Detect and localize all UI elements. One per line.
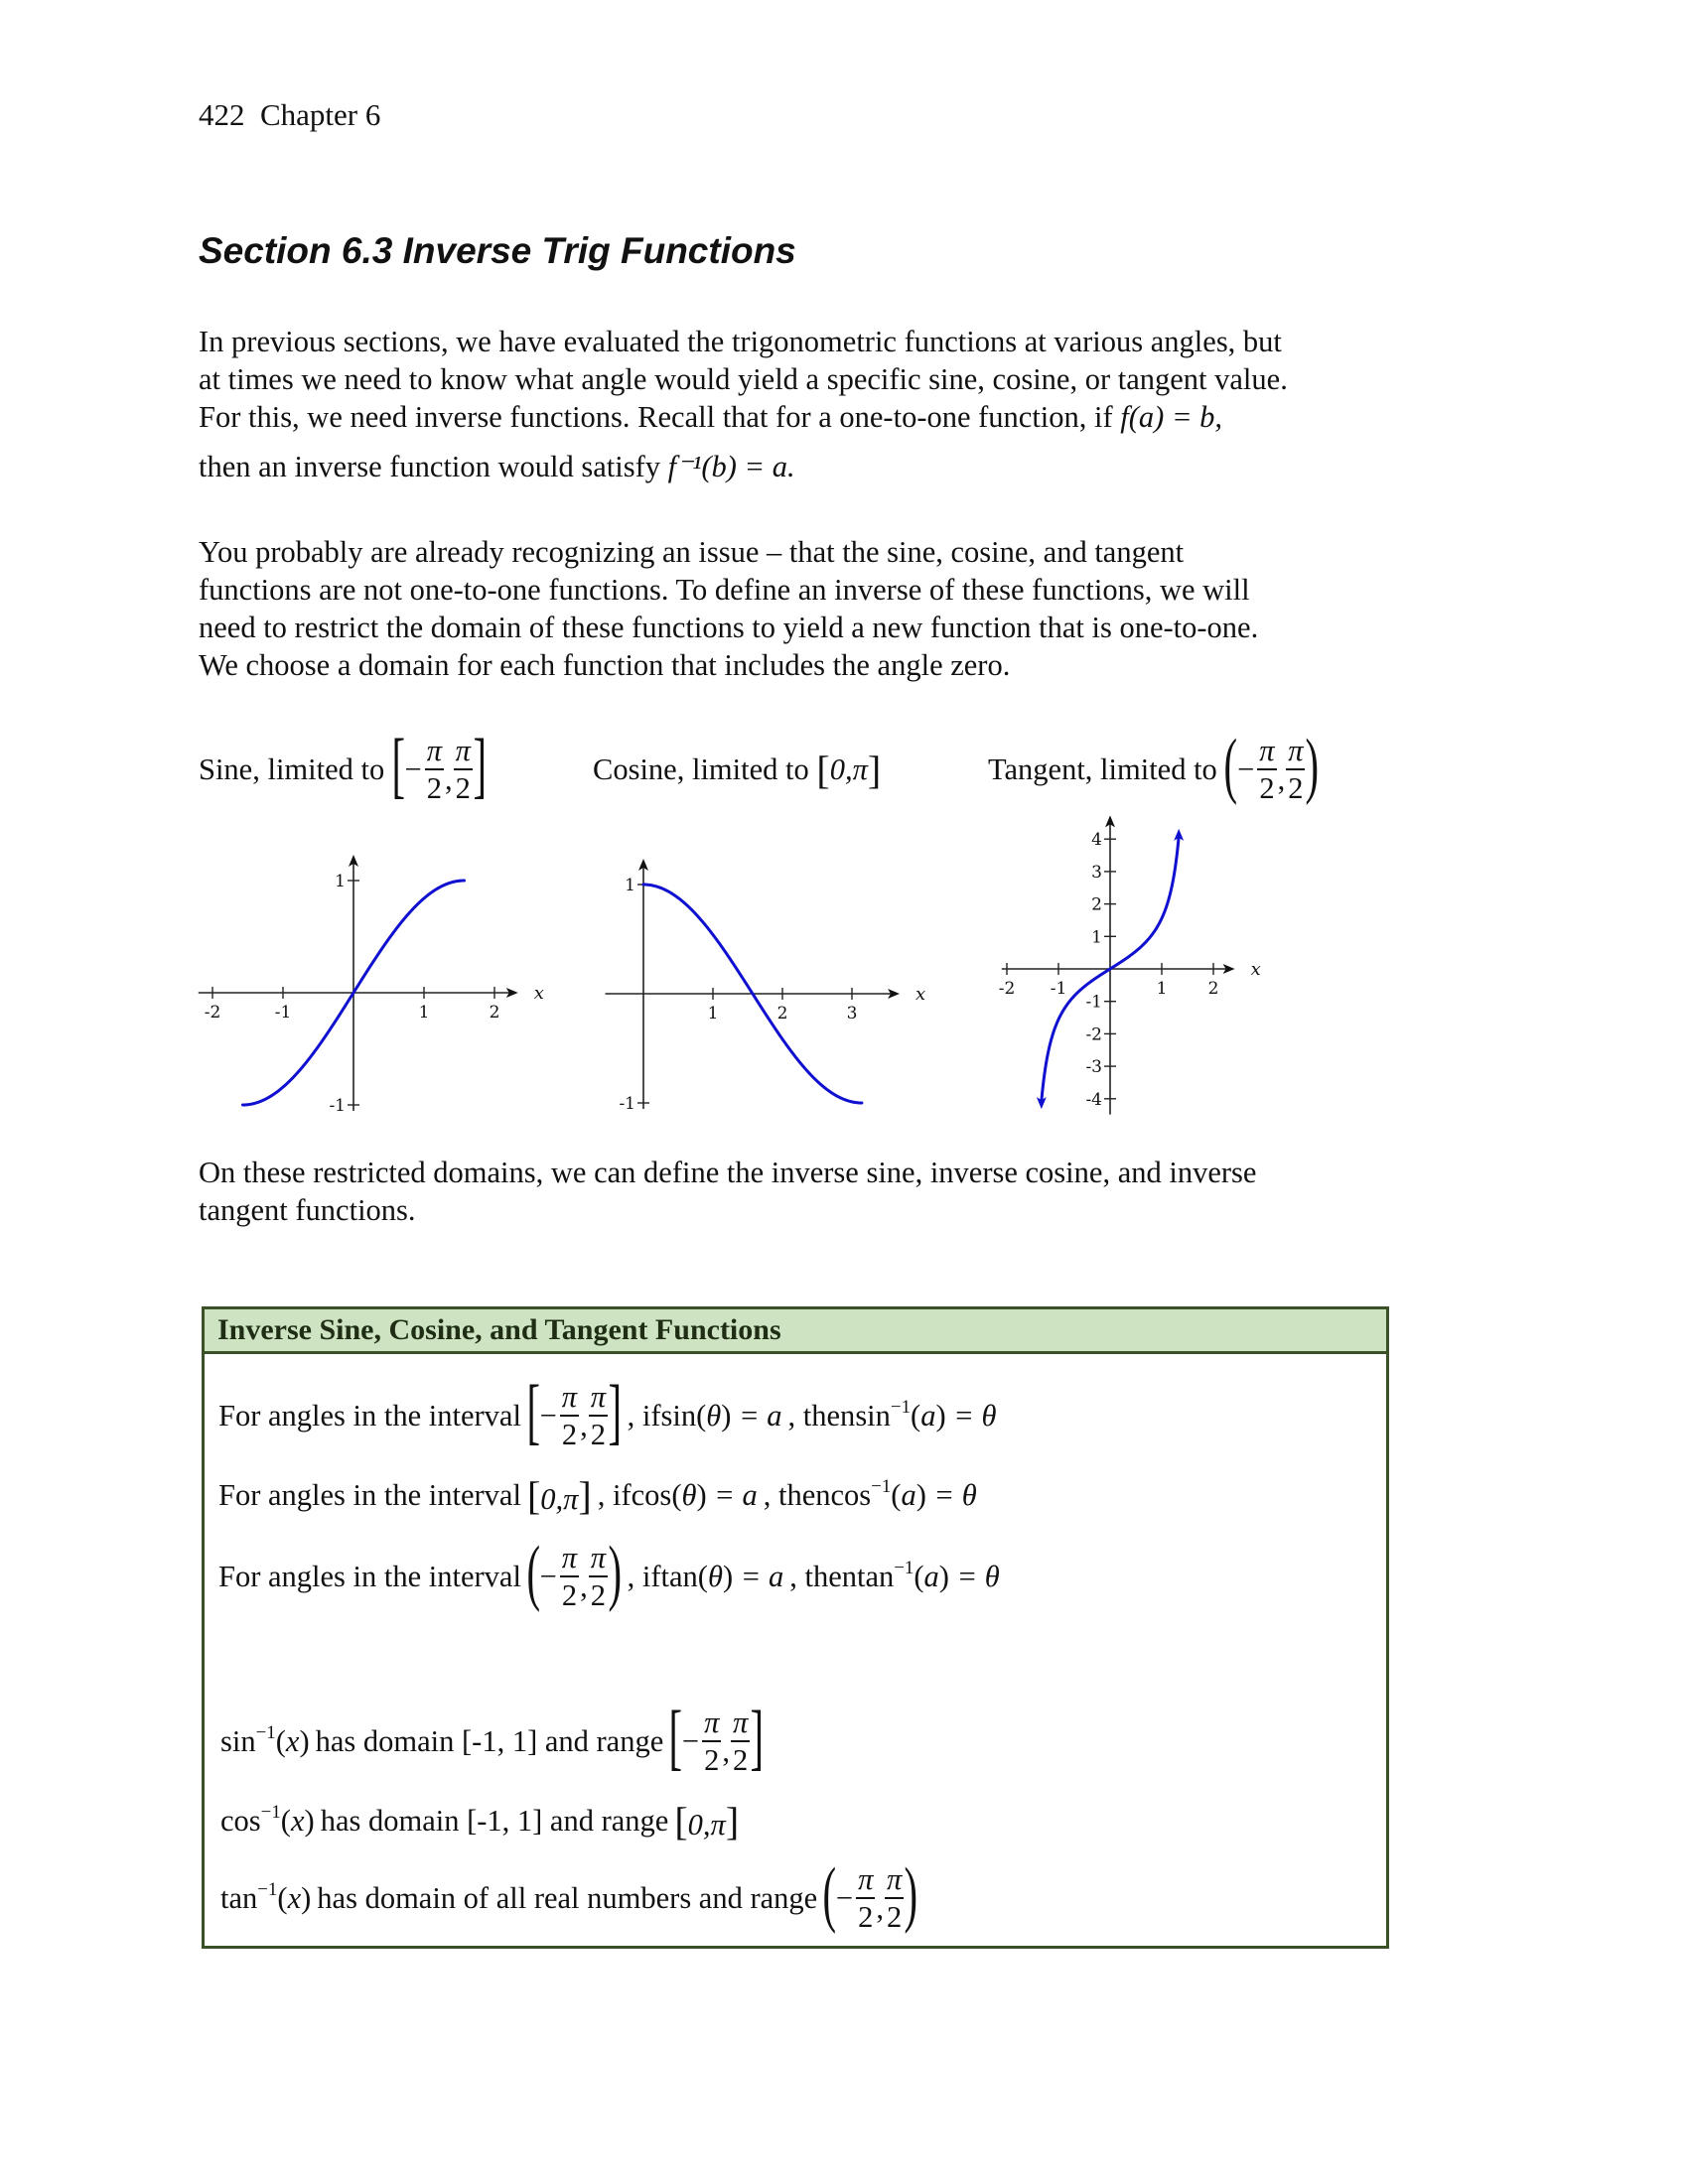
comma: , (1277, 761, 1286, 796)
minus-sign: − (539, 1398, 557, 1433)
caption-sine (199, 725, 487, 814)
then-text: , then (763, 1477, 831, 1512)
row-prefix: For angles in the interval (218, 1477, 521, 1512)
interval-values: 0,π (829, 751, 868, 786)
text-line: We choose a domain for each function that includes the angle zero. (199, 648, 1011, 682)
caption-label: Cosine, limited to (593, 751, 809, 786)
fraction-pi-over-2: $\frac{\pi}{2}$ (455, 734, 471, 805)
interval-tangent (526, 1532, 623, 1613)
inverse-function: $\cos^{-1}(x)$ (220, 1801, 315, 1838)
minus-sign: − (404, 751, 422, 786)
minus-sign: − (1237, 751, 1255, 786)
function-expression: cos(θ) = a (631, 1477, 758, 1512)
fraction-pi-over-2: $\frac{\pi}{2}$ (590, 1380, 606, 1451)
sine-y-axis-arrow (349, 855, 358, 867)
left-bracket: [ (391, 725, 405, 806)
restricted-paragraph (199, 1154, 1430, 1229)
tangent-x-axis-arrow (1223, 964, 1235, 974)
text-line: On these restricted domains, we can define the inverse sine, inverse cosine, and inverse (199, 1156, 1257, 1189)
tangent-y-tick-label: 4 (1091, 830, 1102, 851)
cosine-x-tick-label: 2 (776, 1004, 788, 1024)
inverse-expression: $\tan^{-1}(a) = \theta$ (856, 1557, 1000, 1593)
cosine-x-axis-arrow (888, 989, 900, 999)
sine-y-tick-label: 1 (335, 872, 346, 891)
text-line (199, 398, 1430, 436)
tangent-curve-arrow-top (1174, 829, 1184, 841)
tangent-y-tick-label: -3 (1085, 1057, 1102, 1078)
tangent-y-tick-label: 1 (1091, 927, 1102, 948)
text-line: tangent functions. (199, 1193, 416, 1227)
left-paren: ( (526, 1532, 541, 1613)
definition-box (202, 1306, 1389, 1949)
left-bracket: [ (526, 1371, 541, 1452)
domain-text: has domain [-1, 1] and range (315, 1723, 664, 1758)
cosine-y-axis-arrow (638, 859, 648, 871)
row-prefix: For angles in the interval (218, 1398, 521, 1433)
inverse-function: $\sin^{-1}(x)$ (220, 1721, 310, 1758)
text-line (199, 448, 1430, 485)
caption-cosine (593, 725, 881, 814)
sine-x-axis-arrow (506, 988, 518, 998)
cosine-y-tick-label: -1 (619, 1094, 635, 1114)
right-paren: ) (1306, 725, 1320, 806)
inverse-expression: $\cos^{-1}(a) = \theta$ (830, 1475, 977, 1512)
text-line: at times we need to know what angle would yield a specific sine, cosine, or tangent value. (199, 362, 1288, 396)
cosine-x-tick-label: 1 (707, 1004, 719, 1024)
domain-row-arccos (220, 1796, 745, 1845)
tangent-x-tick-label: -2 (998, 979, 1016, 999)
definition-row-sine (218, 1371, 1002, 1460)
tangent-y-tick-label: 2 (1091, 894, 1102, 915)
range-interval: [ − $\frac{\pi}{2}$ , $\frac{\pi}{2}$ ] (668, 1697, 765, 1778)
tangent-x-tick-label: -1 (1050, 979, 1067, 999)
math-f-of-a: f(a) = b, (1120, 400, 1223, 434)
interval-cosine: [0,π] (526, 1472, 592, 1518)
tangent-x-tick-label: 2 (1207, 979, 1219, 999)
running-head: 422 Chapter 6 (199, 97, 381, 132)
domain-text: has domain of all real numbers and range (317, 1880, 818, 1915)
right-paren: ) (608, 1532, 623, 1613)
fraction-pi-over-2: $\frac{\pi}{2}$ (1288, 734, 1304, 805)
cosine-x-tick-label: 3 (846, 1004, 858, 1024)
sine-x-tick-label: 2 (489, 1003, 500, 1023)
tangent-curve-arrow-bottom (1037, 1097, 1047, 1109)
function-expression: tan(θ) = a (660, 1559, 784, 1593)
comma: , (580, 1569, 588, 1603)
right-bracket: ] (473, 725, 488, 806)
cosine-curve (643, 885, 862, 1103)
interval-tangent (1223, 725, 1320, 806)
sine-y-tick-label: -1 (329, 1096, 346, 1116)
comma: , (580, 1408, 588, 1442)
row-prefix: For angles in the interval (218, 1559, 521, 1593)
definition-row-cosine (218, 1470, 983, 1520)
fraction-pi-over-2: $\frac{\pi}{2}$ (561, 1541, 578, 1612)
if-text: , if (627, 1559, 661, 1593)
if-text: , if (627, 1398, 661, 1433)
cosine-y-tick-label: 1 (625, 876, 635, 895)
caption-label: Sine, limited to (199, 751, 385, 786)
left-bracket: [ (816, 747, 830, 792)
caption-label: Tangent, limited to (988, 751, 1217, 786)
minus-sign: − (539, 1559, 557, 1593)
tangent-x-label: x (1250, 959, 1261, 980)
fraction-pi-over-2: $\frac{\pi}{2}$ (561, 1380, 578, 1451)
if-text: , if (597, 1477, 632, 1512)
intro-paragraph (199, 323, 1430, 485)
tangent-y-tick-label: -2 (1085, 1024, 1102, 1045)
tangent-curve (1042, 837, 1179, 1101)
then-text: , then (787, 1398, 856, 1433)
sine-curve (242, 881, 464, 1105)
sine-x-tick-label: -2 (204, 1003, 221, 1023)
text-line: You probably are already recognizing an issue – that the sine, cosine, and tangent (199, 535, 1185, 569)
range-interval: ( − $\frac{\pi}{2}$ , $\frac{\pi}{2}$ ) (822, 1853, 918, 1935)
inverse-expression: $\sin^{-1}(a) = \theta$ (855, 1396, 997, 1433)
cosine-x-label: x (915, 984, 926, 1005)
text-line: In previous sections, we have evaluated the trigonometric functions at various angles, but (199, 325, 1282, 358)
text-segment: For this, we need inverse functions. Recall that for a one-to-one function, if (199, 400, 1113, 434)
math-f-inverse: f⁻¹(b) = a. (667, 450, 795, 483)
interval-sine (526, 1371, 623, 1452)
caption-tangent (988, 725, 1319, 814)
text-line: functions are not one-to-one functions. To define an inverse of these functions, we will (199, 573, 1250, 607)
inverse-function: $\tan^{-1}(x)$ (220, 1878, 312, 1915)
then-text: , then (789, 1559, 857, 1593)
interval-sine (391, 725, 488, 806)
sine-x-label: x (533, 983, 544, 1004)
right-bracket: ] (867, 747, 882, 792)
domain-row-arctan (220, 1853, 923, 1943)
text-segment: then an inverse function would satisfy (199, 450, 661, 483)
right-bracket: ] (608, 1371, 623, 1452)
sine-x-tick-label: 1 (418, 1003, 430, 1023)
text-line: need to restrict the domain of these functions to yield a new function that is one-to-one. (199, 611, 1259, 644)
sine-x-tick-label: -1 (274, 1003, 292, 1023)
section-title: Section 6.3 Inverse Trig Functions (199, 230, 796, 271)
definition-box-title: Inverse Sine, Cosine, and Tangent Functions (205, 1309, 1386, 1354)
tangent-y-tick-label: -4 (1085, 1089, 1102, 1110)
fraction-pi-over-2: $\frac{\pi}{2}$ (590, 1541, 606, 1612)
fraction-pi-over-2: $\frac{\pi}{2}$ (1259, 734, 1275, 805)
tangent-y-tick-label: 3 (1091, 862, 1102, 883)
domain-text: has domain [-1, 1] and range (320, 1803, 669, 1838)
definition-row-tangent (218, 1532, 1006, 1621)
fraction-pi-over-2: $\frac{\pi}{2}$ (426, 734, 442, 805)
domain-row-arcsin (220, 1697, 770, 1786)
function-expression: sin(θ) = a (660, 1398, 782, 1433)
issue-paragraph (199, 533, 1430, 684)
tangent-y-axis-arrow (1105, 815, 1115, 827)
range-interval: [0,π] (674, 1798, 740, 1843)
left-paren: ( (1223, 725, 1238, 806)
tangent-x-tick-label: 1 (1156, 979, 1168, 999)
comma: , (445, 761, 453, 796)
tangent-y-tick-label: -1 (1085, 992, 1102, 1013)
